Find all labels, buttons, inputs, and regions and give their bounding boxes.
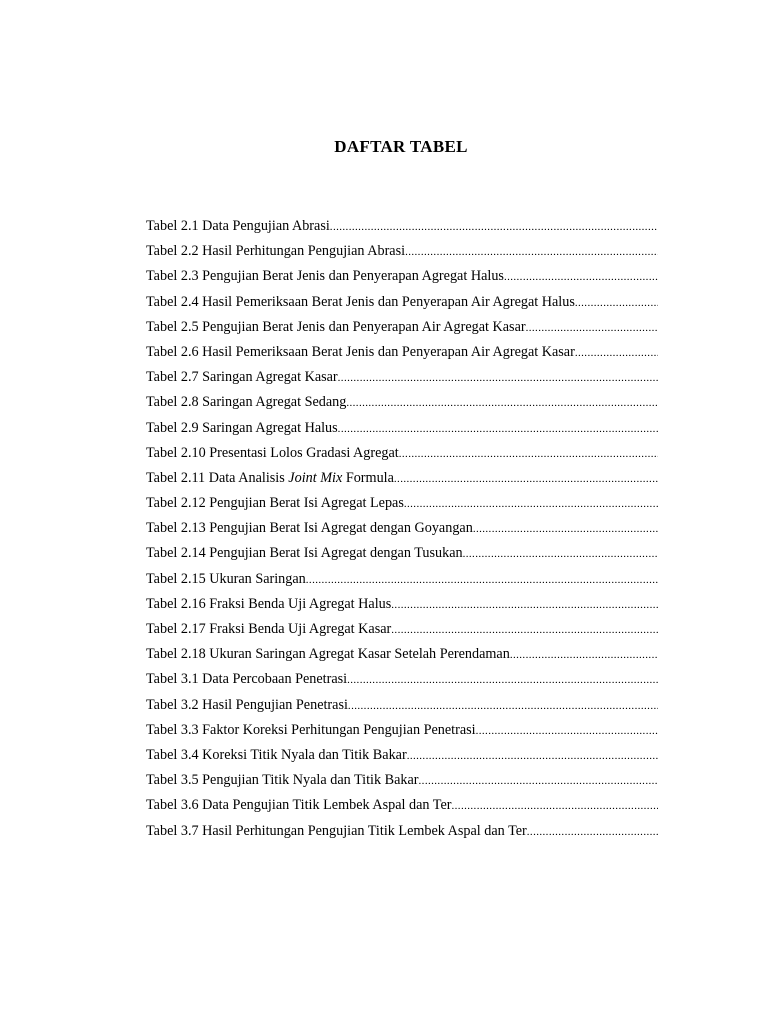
dot-leader: [452, 800, 659, 812]
dot-leader: [348, 700, 658, 712]
dot-leader: [394, 473, 658, 485]
dot-leader: [575, 347, 658, 359]
dot-leader: [504, 271, 658, 283]
toc-entry-label: Tabel 2.6 Hasil Pemeriksaan Berat Jenis dan Penyerapan Air Agregat Kasar: [146, 343, 575, 360]
toc-entry: [146, 218, 658, 243]
dot-leader: [476, 725, 658, 737]
toc-entry: [146, 344, 658, 369]
toc-entry: [146, 243, 658, 268]
toc-entry-label: Tabel 2.7 Saringan Agregat Kasar: [146, 369, 338, 386]
toc-entry-label-suffix: Formula: [342, 469, 394, 486]
toc-entry-label: Tabel 3.5 Pengujian Titik Nyala dan Titik Bakar: [146, 772, 419, 789]
toc-entry-label: Tabel 2.5 Pengujian Berat Jenis dan Penyerapan Air Agregat Kasar: [146, 318, 526, 335]
toc-entry: [146, 571, 658, 596]
toc-entry: [146, 646, 658, 671]
dot-leader: [510, 649, 658, 661]
dot-leader: [306, 574, 658, 586]
toc-entry-label: Tabel 3.4 Koreksi Titik Nyala dan Titik Bakar: [146, 746, 407, 763]
toc-entry-label: [146, 470, 394, 487]
toc-entry-label: Tabel 2.1 Data Pengujian Abrasi: [146, 218, 330, 234]
dot-leader: [330, 221, 658, 233]
toc-entry: [146, 470, 658, 495]
toc-entry: [146, 520, 658, 545]
toc-entry-label: Tabel 2.4 Hasil Pemeriksaan Berat Jenis dan Penyerapan Air Agregat Halus: [146, 293, 575, 310]
dot-leader: [473, 523, 658, 535]
toc-entry: [146, 747, 658, 772]
toc-entry: [146, 369, 658, 394]
toc-entry-label: Tabel 2.3 Pengujian Berat Jenis dan Penyerapan Agregat Halus: [146, 268, 504, 285]
dot-leader: [404, 498, 658, 510]
toc-entry: [146, 545, 658, 570]
dot-leader: [575, 297, 658, 309]
toc-entry: [146, 621, 658, 646]
toc-entry: [146, 268, 658, 293]
toc-entry-label-italic: Joint Mix: [288, 469, 343, 486]
dot-leader: [407, 750, 658, 762]
dot-leader: [463, 548, 658, 560]
toc-entry-label: Tabel 3.6 Data Pengujian Titik Lembek Aspal dan Ter: [146, 797, 452, 814]
toc-entry-label: Tabel 3.7 Hasil Perhitungan Pengujian Titik Lembek Aspal dan Ter: [146, 822, 527, 839]
toc-entry-label: Tabel 3.3 Faktor Koreksi Perhitungan Pengujian Penetrasi: [146, 721, 476, 738]
toc-entry-label-prefix: Tabel 2.11 Data Analisis: [146, 469, 289, 486]
toc-entry-label: Tabel 2.14 Pengujian Berat Isi Agregat dengan Tusukan: [146, 545, 463, 562]
dot-leader: [338, 372, 658, 384]
toc-entry-label: Tabel 2.13 Pengujian Berat Isi Agregat dengan Goyangan: [146, 520, 473, 537]
dot-leader: [338, 423, 658, 435]
dot-leader: [405, 246, 658, 258]
toc-entry-label: Tabel 2.16 Fraksi Benda Uji Agregat Halus: [146, 595, 392, 612]
dot-leader: [527, 826, 658, 838]
toc-entry: [146, 823, 658, 848]
toc-entry-label: Tabel 2.9 Saringan Agregat Halus: [146, 419, 338, 436]
toc-entry-label: Tabel 3.1 Data Percobaan Penetrasi: [146, 671, 348, 688]
dot-leader: [346, 397, 658, 409]
toc-entry-label: Tabel 2.2 Hasil Perhitungan Pengujian Abrasi: [146, 243, 406, 260]
toc-entry-label: Tabel 2.10 Presentasi Lolos Gradasi Agregat: [146, 444, 399, 461]
dot-leader: [526, 322, 658, 334]
toc-entry: [146, 319, 658, 344]
toc-entry: [146, 722, 658, 747]
toc-entry: [146, 797, 658, 822]
toc-entry-label: Tabel 2.8 Saringan Agregat Sedang: [146, 394, 347, 411]
page-title: DAFTAR TABEL: [334, 137, 468, 156]
toc-entry-label: Tabel 2.12 Pengujian Berat Isi Agregat Lepas: [146, 495, 404, 512]
dot-leader: [399, 448, 658, 460]
toc-entry-label: Tabel 3.2 Hasil Pengujian Penetrasi: [146, 696, 348, 713]
toc-entry-label: Tabel 2.18 Ukuran Saringan Agregat Kasar Setelah Perendaman: [146, 646, 510, 663]
toc-entry: [146, 697, 658, 722]
toc-entry: [146, 420, 658, 445]
dot-leader: [419, 775, 658, 787]
toc-entry: [146, 495, 658, 520]
dot-leader: [391, 624, 658, 636]
toc-entry: [146, 772, 658, 797]
toc-entry-label: Tabel 2.17 Fraksi Benda Uji Agregat Kasar: [146, 621, 392, 637]
dot-leader: [391, 599, 658, 611]
toc-entry: [146, 671, 658, 696]
toc-entry-label: Tabel 2.15 Ukuran Saringan: [146, 570, 306, 587]
dot-leader: [347, 674, 658, 686]
table-of-tables-list: [146, 218, 658, 848]
toc-entry: [146, 394, 658, 419]
toc-entry: [146, 445, 658, 470]
toc-entry: [146, 596, 658, 621]
toc-entry: [146, 294, 658, 319]
